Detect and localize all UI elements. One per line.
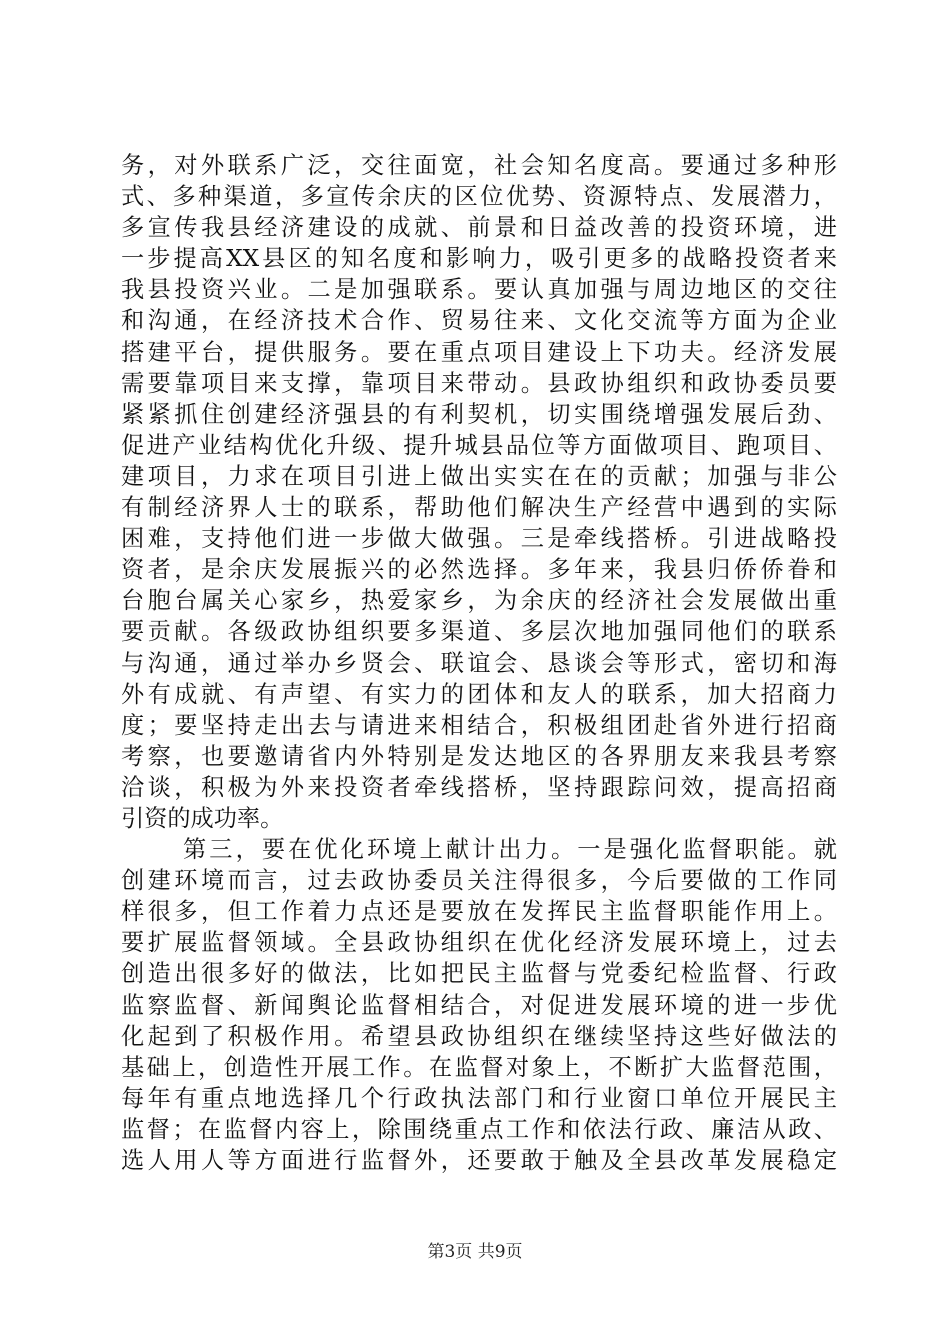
text-line: 创造出很多好的做法，比如把民主监督与党委纪检监督、行政 (121, 960, 837, 988)
page-number-footer: 第3页 共9页 (427, 1242, 523, 1262)
text-line: 监督；在监督内容上，除围绕重点工作和依法行政、廉洁从政、 (121, 1115, 837, 1143)
text-line: 建项目，力求在项目引进上做出实实在在的贡献；加强与非公 (121, 462, 837, 490)
text-line: 困难，支持他们进一步做大做强。三是牵线搭桥。引进战略投 (121, 525, 837, 553)
text-line: 基础上，创造性开展工作。在监督对象上，不断扩大监督范围， (121, 1053, 837, 1081)
text-line: 度；要坚持走出去与请进来相结合，积极组团赴省外进行招商 (121, 711, 837, 739)
text-line: 考察，也要邀请省内外特别是发达地区的各界朋友来我县考察 (121, 742, 837, 770)
text-line: 促进产业结构优化升级、提升城县品位等方面做项目、跑项目、 (121, 431, 837, 459)
text-line: 化起到了积极作用。希望县政协组织在继续坚持这些好做法的 (121, 1022, 837, 1050)
text-line: 和沟通，在经济技术合作、贸易往来、文化交流等方面为企业 (121, 307, 837, 335)
text-line: 有制经济界人士的联系，帮助他们解决生产经营中遇到的实际 (121, 494, 837, 522)
text-line: 需要靠项目来支撑，靠项目来带动。县政协组织和政协委员要 (121, 369, 837, 397)
text-line: 要贡献。各级政协组织要多渠道、多层次地加强同他们的联系 (121, 618, 837, 646)
text-line: 我县投资兴业。二是加强联系。要认真加强与周边地区的交往 (121, 276, 837, 304)
text-line: 监察监督、新闻舆论监督相结合，对促进发展环境的进一步优 (121, 991, 837, 1019)
text-line: 式、多种渠道，多宣传余庆的区位优势、资源特点、发展潜力， (121, 183, 837, 211)
text-line: 选人用人等方面进行监督外，还要敢于触及全县改革发展稳定 (121, 1147, 837, 1174)
text-line: 每年有重点地选择几个行政执法部门和行业窗口单位开展民主 (121, 1084, 837, 1112)
text-line: 资者，是余庆发展振兴的必然选择。多年来，我县归侨侨眷和 (121, 556, 837, 584)
text-line: 一步提高XX县区的知名度和影响力，吸引更多的战略投资者来 (121, 245, 837, 273)
text-line: 创建环境而言，过去政协委员关注得很多，今后要做的工作同 (121, 867, 837, 895)
text-line: 搭建平台，提供服务。要在重点项目建设上下功夫。经济发展 (121, 338, 837, 366)
text-line: 外有成就、有声望、有实力的团体和友人的联系，加大招商力 (121, 680, 837, 708)
text-line: 紧紧抓住创建经济强县的有利契机，切实围绕增强发展后劲、 (121, 400, 837, 428)
text-line: 要扩展监督领域。全县政协组织在优化经济发展环境上，过去 (121, 929, 837, 957)
document-body (121, 150, 837, 1176)
text-line: 多宣传我县经济建设的成就、前景和日益改善的投资环境，进 (121, 214, 837, 242)
paragraph-end-line: 引资的成功率。 (121, 804, 284, 832)
text-line: 样很多，但工作着力点还是要放在发挥民主监督职能作用上。 (121, 898, 837, 926)
text-line: 与沟通，通过举办乡贤会、联谊会、恳谈会等形式，密切和海 (121, 649, 837, 677)
text-line: 务，对外联系广泛，交往面宽，社会知名度高。要通过多种形 (121, 152, 837, 179)
paragraph-start-line: 第三，要在优化环境上献计出力。一是强化监督职能。就 (183, 836, 837, 864)
text-line: 台胞台属关心家乡，热爱家乡，为余庆的经济社会发展做出重 (121, 587, 837, 615)
text-line: 洽谈，积极为外来投资者牵线搭桥，坚持跟踪问效，提高招商 (121, 773, 837, 801)
